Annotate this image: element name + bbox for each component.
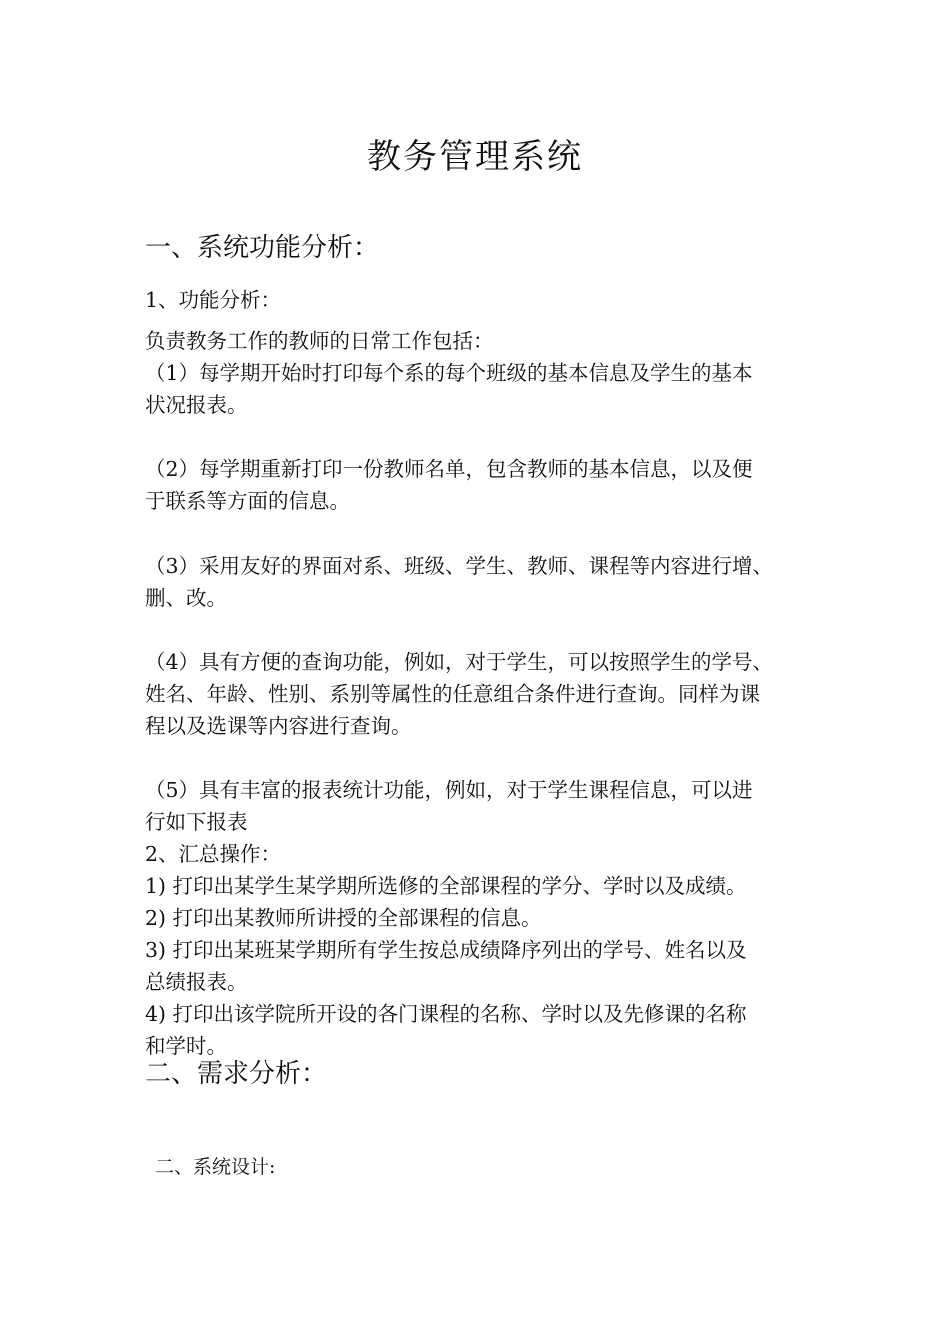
document-title: 教务管理系统 — [367, 137, 583, 177]
section-heading-system-design: 二、系统设计: — [155, 1156, 276, 1178]
operation-4-line-1: 4) 打印出该学院所开设的各门课程的名称、学时以及先修课的名称 — [145, 1002, 747, 1026]
item-1-line-2: 状况报表。 — [145, 393, 248, 417]
item-2-line-1: （2）每学期重新打印一份教师名单，包含教师的基本信息，以及便 — [145, 457, 753, 481]
item-4-line-2: 姓名、年龄、性别、系别等属性的任意组合条件进行查询。同样为课 — [145, 682, 760, 706]
section-heading-function-analysis: 一、系统功能分析： — [145, 233, 380, 263]
intro-paragraph: 负责教务工作的教师的日常工作包括： — [145, 329, 494, 353]
item-4-line-1: （4）具有方便的查询功能，例如，对于学生，可以按照学生的学号、 — [145, 650, 774, 674]
item-5-line-1: （5）具有丰富的报表统计功能，例如，对于学生课程信息，可以进 — [145, 778, 753, 802]
subsection-heading-summary-operations: 2、汇总操作： — [145, 842, 282, 866]
item-5-line-2: 行如下报表 — [145, 810, 248, 834]
subsection-heading-function-analysis: 1、功能分析： — [145, 288, 282, 312]
operation-3-line-1: 3) 打印出某班某学期所有学生按总成绩降序列出的学号、姓名以及 — [145, 938, 747, 962]
operation-2-line-1: 2) 打印出某教师所讲授的全部课程的信息。 — [145, 906, 542, 930]
operation-3-line-2: 总绩报表。 — [145, 970, 248, 994]
item-4-line-3: 程以及选课等内容进行查询。 — [145, 714, 412, 738]
operation-4-line-2: 和学时。 — [145, 1034, 227, 1058]
item-1-line-1: （1）每学期开始时打印每个系的每个班级的基本信息及学生的基本 — [145, 361, 753, 385]
section-heading-requirements-analysis: 二、需求分析： — [145, 1059, 328, 1089]
item-3-line-2: 删、改。 — [145, 586, 227, 610]
item-2-line-2: 于联系等方面的信息。 — [145, 489, 350, 513]
item-3-line-1: （3）采用友好的界面对系、班级、学生、教师、课程等内容进行增、 — [145, 554, 774, 578]
operation-1-line-1: 1) 打印出某学生某学期所选修的全部课程的学分、学时以及成绩。 — [145, 874, 747, 898]
